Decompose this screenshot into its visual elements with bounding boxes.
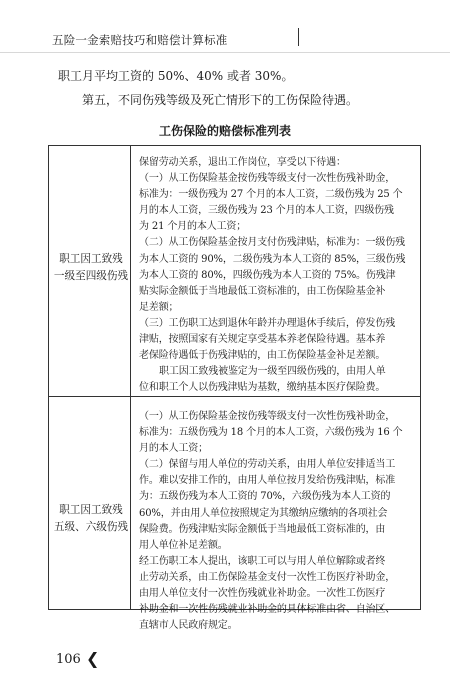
running-head: 五险一金索赔技巧和赔偿计算标准: [52, 33, 228, 47]
content-line: 为本人工资的 80%，四级伤残为本人工资的 75%。伤残津: [139, 269, 396, 281]
content-line: 保留劳动关系，退出工作岗位，享受以下待遇：: [139, 157, 346, 168]
content-line: 老保险待遇低于伤残津贴的，由工伤保险基金补足差额。: [139, 350, 386, 362]
content-line: 足差额；: [139, 301, 179, 313]
content-line: 标准为：五级伤残为 18 个月的本人工资，六级伤残为 16 个: [139, 427, 403, 439]
content-line: 止劳动关系，由工伤保险基金支付一次性工伤医疗补助金，: [139, 571, 396, 583]
content-line: 月的本人工资，三级伤残为 23 个月的本人工资，四级伤残: [139, 205, 394, 217]
row-label-line: 五级、六级伤残: [53, 521, 129, 533]
row-label-line: 一级至四级伤残: [53, 270, 129, 282]
content-line: （二）从工伤保险基金按月支付伤残津贴，标准为：一级伤残: [139, 237, 405, 249]
content-line: （二）保留与用人单位的劳动关系，由用人单位安排适当工: [139, 459, 396, 471]
content-line: 位和职工个人以伤残津贴为基数，缴纳基本医疗保险费。: [139, 382, 386, 394]
content-line: 保险费。伤残津贴实际金额低于当地最低工资标准的，由: [139, 523, 386, 535]
page-number: 106: [56, 652, 81, 667]
content-line: 为：五级伤残为本人工资的 70%，六级伤残为本人工资的: [139, 491, 391, 503]
content-line: （三）工伤职工达到退休年龄并办理退休手续后，停发伤残: [139, 317, 396, 329]
content-line: 职工因工致残被鉴定为一级至四级伤残的，由用人单: [159, 366, 386, 378]
body-paragraph-1: 职工月平均工资的 50%、40% 或者 30%。: [58, 69, 294, 83]
running-head-bar: [298, 28, 299, 46]
row-label-grade-5-6: [53, 502, 129, 536]
content-line: 月的本人工资；: [139, 443, 208, 455]
content-line: （一）从工伤保险基金按伤残等级支付一次性伤残补助金，: [139, 173, 396, 185]
content-line: 为 21 个月的本人工资；: [139, 221, 247, 233]
content-line: 由用人单位支付一次性伤残就业补助金。一次性工伤医疗: [139, 588, 386, 600]
row-content-grade-1-4: [139, 155, 415, 396]
content-line: 用人单位补足差额。: [139, 539, 228, 551]
content-line: 补助金和一次性伤残就业补助金的具体标准由省、自治区、: [139, 604, 396, 616]
row-content-grade-5-6: [139, 409, 415, 634]
content-line: 经工伤职工本人提出，该职工可以与用人单位解除或者终: [139, 555, 386, 567]
row-label-line: 职工因工致残: [59, 504, 123, 516]
compensation-table: [48, 145, 421, 632]
content-line: （一）从工伤保险基金按伤残等级支付一次性伤残补助金，: [139, 411, 396, 422]
content-line: 直辖市人民政府规定。: [139, 620, 238, 632]
header-rule: [0, 52, 450, 53]
row-label-line: 职工因工致残: [59, 253, 123, 265]
content-line: 津贴，按照国家有关规定享受基本养老保险待遇。基本养: [139, 334, 386, 346]
content-line: 作。难以安排工作的，由用人单位按月发给伤残津贴，标准: [139, 475, 396, 487]
content-line: 60%，并由用人单位按照规定为其缴纳应缴纳的各项社会: [139, 507, 388, 519]
content-line: 贴实际金额低于当地最低工资标准的，由工伤保险基金补: [139, 285, 386, 297]
table-column-divider: [130, 146, 131, 609]
row-label-grade-1-4: [53, 251, 129, 285]
body-paragraph-2: 第五，不同伤残等级及死亡情形下的工伤保险待遇。: [82, 93, 359, 107]
content-line: 为本人工资的 90%，二级伤残为本人工资的 85%，三级伤残: [139, 253, 406, 265]
table-title: 工伤保险的赔偿标准列表: [158, 124, 291, 138]
content-line: 标准为：一级伤残为 27 个月的本人工资，二级伤残为 25 个: [139, 189, 403, 201]
chevron-left-icon: ❮: [86, 649, 100, 668]
